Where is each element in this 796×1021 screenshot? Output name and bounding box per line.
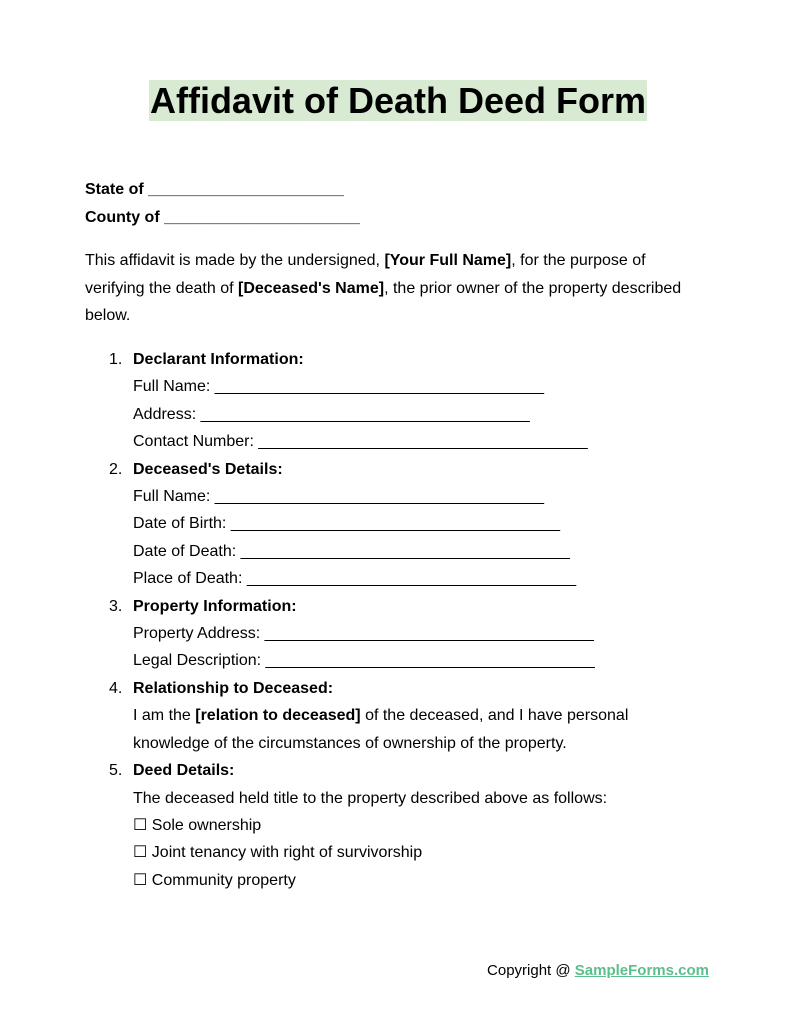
section-deceased: 2. Deceased's Details: Full Name: _____________________________________ Date of Birth: _____________________________________ Date of Death: _____________________________________ Place of Death: _____________________________________ bbox=[85, 456, 705, 593]
intro-paragraph: This affidavit is made by the undersigned, [Your Full Name], for the purpose of verifying the death of [Deceased's Name], the prior owner of the property described below. bbox=[85, 252, 682, 324]
page-title: Affidavit of Death Deed Form bbox=[149, 80, 647, 121]
section-declarant: 1. Declarant Information: Full Name: _____________________________________ Address: _____________________________________ Contact Number: _____________________________________ bbox=[85, 346, 705, 456]
section-relationship: 4. Relationship to Deceased: I am the [relation to deceased] of the deceased, and I have personal knowledge of the circumstances of ownership of the property. bbox=[109, 679, 629, 752]
checkbox-sole-ownership[interactable]: ☐ Sole ownership bbox=[133, 816, 262, 834]
field-line: Legal Description: _____________________________________ bbox=[133, 652, 595, 670]
state-field: State of ______________________ bbox=[85, 181, 344, 198]
section-deed: 5. Deed Details: The deceased held title to the property described above as follows: ☐ Sole ownership ☐ Joint tenancy with right of survivorship ☐ Community property bbox=[85, 757, 705, 894]
field-line: Property Address: _____________________________________ bbox=[133, 625, 594, 643]
checkbox-joint-tenancy[interactable]: ☐ Joint tenancy with right of survivorship bbox=[133, 844, 423, 862]
field-line: Contact Number: _____________________________________ bbox=[133, 433, 588, 451]
field-line: Date of Birth: _____________________________________ bbox=[133, 515, 561, 533]
field-line: Address: _____________________________________ bbox=[133, 405, 530, 423]
field-line: Full Name: _____________________________________ bbox=[133, 488, 545, 506]
sections-list bbox=[85, 346, 705, 894]
county-field: County of ______________________ bbox=[85, 209, 360, 226]
field-line: Place of Death: _____________________________________ bbox=[133, 570, 577, 588]
field-line: Full Name: _____________________________________ bbox=[133, 378, 545, 396]
footer-copyright: Copyright @ SampleForms.com bbox=[487, 962, 709, 979]
checkbox-community-property[interactable]: ☐ Community property bbox=[133, 871, 296, 889]
section-property: 3. Property Information: Property Address: _____________________________________ Legal Description: _____________________________________ bbox=[85, 593, 705, 675]
field-line: Date of Death: _____________________________________ bbox=[133, 542, 570, 560]
sampleforms-link[interactable]: SampleForms.com bbox=[574, 962, 709, 979]
